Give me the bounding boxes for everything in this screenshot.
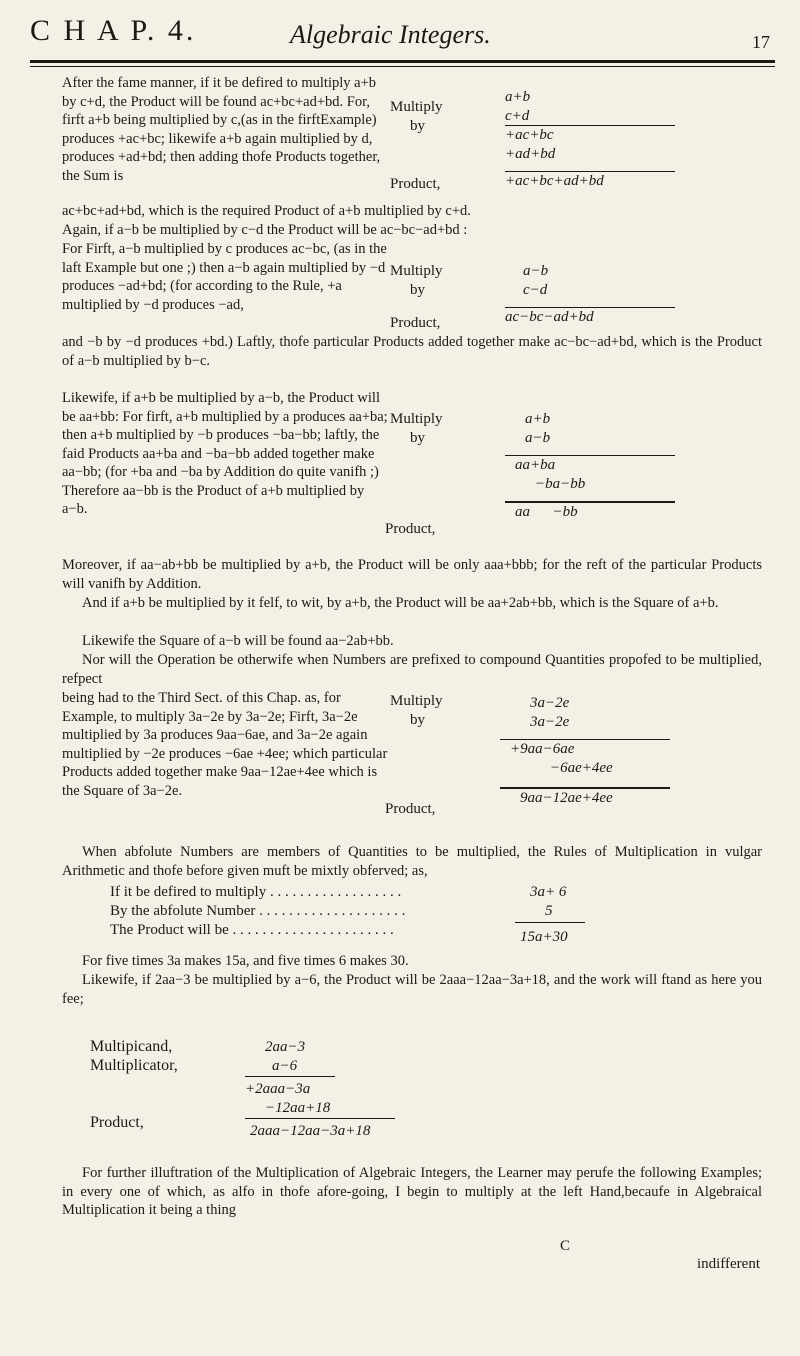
para1: ac+bc+ad+bd, which is the required Product of a+b multiplied by c+d.	[62, 203, 471, 219]
block3-line: −ba−bb	[535, 475, 586, 492]
block4-text: being had to the Third Sect. of this Chap. as, for Example, to multiply 3a−2e by 3a−2e; Firft, 3a−2e multiplied by 3a produces 9aa−6ae, and 3a−2e again multiplied by −2e produces −6ae +4ee; which particular Products added together make 9aa−12ae+4ee which is the Square of 3a−2e.	[62, 690, 388, 799]
block4-line: 3a−2e	[530, 713, 570, 730]
table-value: +2aaa−3a	[245, 1081, 311, 1097]
block3-label-multiply: Multiply	[390, 411, 443, 427]
block1-label-by: by	[410, 118, 425, 134]
block2-line: c−d	[523, 281, 548, 298]
table-label-multipicand: Multipicand,	[90, 1038, 173, 1055]
table-rule	[245, 1076, 335, 1077]
block3-text: Likewife, if a+b be multiplied by a−b, the Product will be aa+bb: For firft, a+b multiplied by a produces aa+ba; then a+b multiplied by −b produces −ba−bb; laftly, the faid Products aa+ba and −ba−bb added together make aa−bb; (for +ba and −ba by Addition do quite vanifh ;) Therefore aa−bb is the Product of a+b multiplied by a−b.	[62, 390, 388, 517]
para8: For five times 3a makes 15a, and five times 6 makes 30.	[82, 953, 409, 969]
block4-label-multiply: Multiply	[390, 693, 443, 709]
block2-label-multiply: Multiply	[390, 263, 443, 279]
para4: And if a+b be multiplied by it felf, to wit, by a+b, the Product will be aa+2ab+bb, which is the Square of a+b.	[82, 595, 719, 611]
signature-mark: C	[560, 1238, 571, 1254]
block3-label-by: by	[410, 430, 425, 446]
table-label-product: Product,	[90, 1114, 144, 1131]
block3-line: aa −bb	[505, 501, 675, 522]
example-label-2: By the abfolute Number . . . . . . . . . . . . . . . . . . . .	[110, 903, 406, 919]
block4-line: +9aa−6ae	[500, 739, 670, 759]
header-rule	[30, 60, 775, 63]
example-value-2: 5	[545, 903, 553, 919]
block2-working	[505, 262, 675, 327]
table-value: 2aaa−12aa−3a+18	[250, 1123, 371, 1139]
block1-line: a+b	[505, 89, 531, 105]
block2-label-by: by	[410, 282, 425, 298]
table-value: 2aa−3	[265, 1039, 306, 1055]
example-value-3: 15a+30	[520, 929, 568, 945]
block4-label-product: Product,	[385, 801, 436, 817]
section-title: Algebraic Integers.	[290, 20, 491, 49]
para10: For further illuftration of the Multiplication of Algebraic Integers, the Learner may perufe the following Examples; in every one of which, as alfo in thofe afore-going, I begin to multiply at the left Hand,becaufe in Algebraical Multiplication it being a thing	[62, 1165, 762, 1218]
block3-line: a−b	[525, 429, 551, 446]
page-number: 17	[752, 32, 770, 52]
block1-line: +ac+bc	[505, 125, 675, 145]
block1-line: c+d	[505, 107, 530, 124]
table-label-multiplicator: Multiplicator,	[90, 1057, 178, 1074]
block3-line: a+b	[525, 411, 551, 427]
block3-working	[505, 410, 675, 522]
block1-working	[505, 88, 675, 191]
block2-lead: Again, if a−b be multiplied by c−d the Product will be ac−bc−ad+bd :	[62, 222, 468, 238]
block2-label-product: Product,	[390, 315, 441, 331]
para7: When abfolute Numbers are members of Quantities to be multiplied, the Rules of Multiplication in vulgar Arithmetic and thofe before given muft be mixtly obferved; as,	[62, 844, 762, 879]
block1-label-product: Product,	[390, 176, 441, 192]
block3-line: aa+ba	[505, 455, 675, 475]
example-label-1: If it be defired to multiply . . . . . . . . . . . . . . . . . .	[110, 884, 402, 900]
para5: Likewife the Square of a−b will be found aa−2ab+bb.	[82, 633, 394, 649]
header-rule-thin	[30, 66, 775, 67]
para3: Moreover, if aa−ab+bb be multiplied by a+b, the Product will be only aaa+bbb; for the reft of the particular Products will vanifh by Addition.	[62, 557, 762, 592]
block2-text: For Firft, a−b multiplied by c produces ac−bc, (as in the laft Example but one ;) then a−b again multiplied by −d produces −ad+bd; (for according to the Rule, +a multiplied by −d produces −ad,	[62, 241, 387, 313]
table-rule	[245, 1118, 395, 1119]
chapter-heading: C H A P. 4.	[30, 14, 197, 47]
para2: and −b by −d produces +bd.) Laftly, thofe particular Products added together make ac−bc−ad+bd, which is the Product of a−b multiplied by b−c.	[62, 334, 762, 369]
table-value: −12aa+18	[265, 1100, 331, 1116]
catchword: indifferent	[696, 1256, 760, 1272]
block2-line: ac−bc−ad+bd	[505, 307, 675, 327]
running-header	[30, 14, 770, 62]
block4-line: 3a−2e	[530, 695, 570, 711]
block4-line: −6ae+4ee	[550, 759, 613, 776]
para9: Likewife, if 2aa−3 be multiplied by a−6, the Product will be 2aaa−12aa−3a+18, and the work will ftand as here you fee;	[62, 972, 762, 1007]
example-label-3: The Product will be . . . . . . . . . . . . . . . . . . . . . .	[110, 922, 394, 938]
block3-label-product: Product,	[385, 521, 436, 537]
block2-line: a−b	[523, 263, 549, 279]
block4-working	[500, 694, 670, 808]
para6: Nor will the Operation be otherwife when Numbers are prefixed to compound Quantities propofed to be multiplied, refpect	[62, 652, 762, 687]
block1-line: +ac+bc+ad+bd	[505, 171, 675, 191]
block1-label-multiply: Multiply	[390, 99, 443, 115]
block4-label-by: by	[410, 712, 425, 728]
block1-line: +ad+bd	[505, 145, 556, 162]
table-value: a−6	[272, 1058, 298, 1074]
block1-text: After the fame manner, if it be defired to multiply a+b by c+d, the Product will be found ac+bc+ad+bd. For, firft a+b being multiplied by c,(as in the firftExample) produces +ac+bc; likewife a+b again multiplied by d, produces +ad+bd; then adding thofe Products together, the Sum is	[62, 75, 381, 184]
example-rule	[515, 922, 585, 923]
block4-line: 9aa−12ae+4ee	[500, 787, 670, 808]
example-value-1: 3a+ 6	[530, 884, 567, 900]
